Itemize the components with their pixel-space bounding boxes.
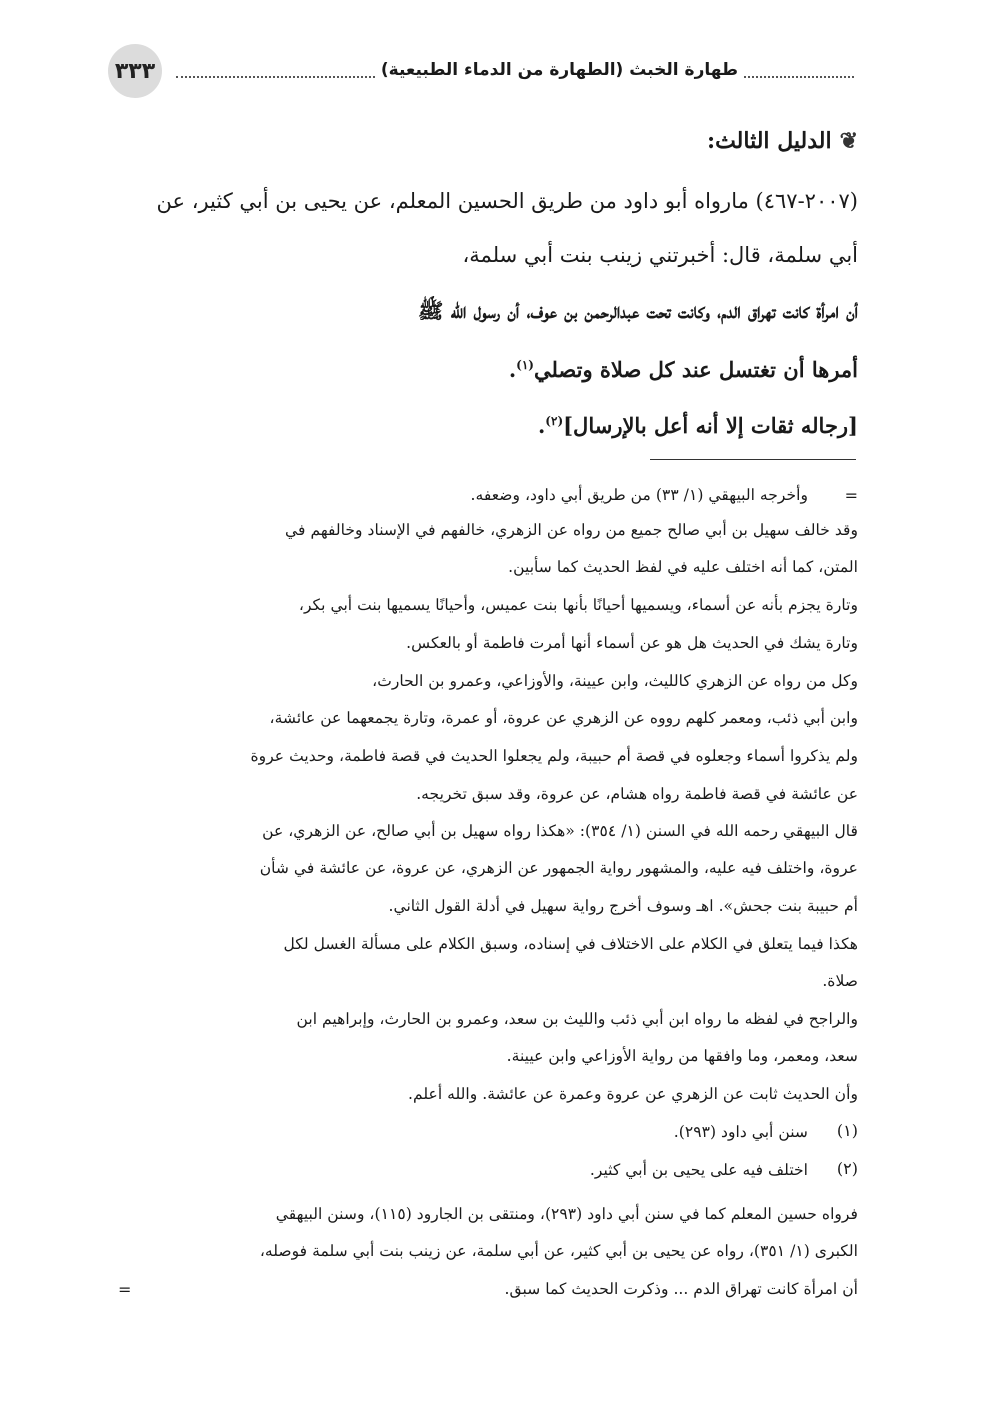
fn-line-13: هكذا فيما يتعلق في الكلام على الاختلاف في إسناده، وسبق الكلام على مسألة الغسل لكل [283,935,858,953]
section-heading [707,128,858,154]
fn-line-6: وكل من رواه عن الزهري كالليث، وابن عيينة، والأوزاعي، وعمرو بن الحارث، [372,672,858,690]
continuation-mark-top: = [844,486,858,505]
hadith-chain-line-2: أبي سلمة، قال: أخبرتني زينب بنت أبي سلمة، [462,243,858,267]
footnote-ref-2[interactable]: (٢) [545,414,564,428]
fn-line-9: عن عائشة في قصة فاطمة رواه هشام، عن عروة، وقد سبق تخريجه. [416,785,858,803]
footnote-2-number: (٢) [836,1159,858,1178]
heading-text: الدليل الثالث: [706,128,832,154]
fn-line-7: وابن أبي ذئب، ومعمر كلهم رووه عن الزهري عن عروة، أو عمرة، وتارة يجمعهما عن عائشة، [269,709,858,727]
fn-line-12: أم حبيبة بنت جحش». اهـ وسوف أخرج رواية سهيل في أدلة القول الثاني. [388,897,858,915]
running-head [176,55,854,85]
leaf-ornament-icon: ❦ [839,128,858,154]
dotted-leader-left [176,62,375,78]
fn-line-14: صلاة. [822,972,858,990]
fn-line-5: وتارة يشك في الحديث هل هو عن أسماء أنها أمرت فاطمة أو بالعكس. [406,634,858,652]
period: . [508,357,517,382]
footnote-ref-1[interactable]: (١) [516,358,534,372]
hadith-chain-line-1: (٢٠٠٧-٤٦٧) مارواه أبو داود من طريق الحسين المعلم، عن يحيى بن أبي كثير، عن [156,189,858,213]
fn-line-16: سعد، ومعمر، وما وافقها من رواية الأوزاعي وابن عيينة. [506,1047,858,1065]
fn-line-4: وتارة يجزم بأنه عن أسماء، ويسميها أحيانًا بأنها بنت عميس، وأحيانًا يسميها بنت أبي بكر، [298,596,858,614]
fn-line-3: المتن، كما أنه اختلف عليه في لفظ الحديث كما سأبين. [508,558,858,576]
fn-line-8: ولم يذكروا أسماء وجعلوه في قصة أم حبيبة، ولم يجعلوا الحديث في قصة فاطمة، وحديث عروة [250,747,858,765]
hadith-text-2: أمرها أن تغتسل عند كل صلاة وتصلي [533,357,858,382]
fn-line-11: عروة، واختلف فيه عليه، والمشهور رواية الجمهور عن الزهري، عن عروة، عن عائشة في شأن [259,859,858,877]
grading-line [116,406,858,441]
footnote-1-text: سنن أبي داود (٢٩٣). [673,1123,808,1141]
continuation-mark-bottom: = [118,1280,132,1299]
footnote-separator [650,459,856,460]
fn-line-17: وأن الحديث ثابت عن الزهري عن عروة وعمرة عن عائشة. والله أعلم. [408,1085,858,1103]
fn-line-2: وقد خالف سهيل بن أبي صالح جميع من رواه عن الزهري، خالفهم في الإسناد وخالفهم في [285,521,858,539]
page-number: ٣٣٣ [114,58,156,84]
grading-text: [رجاله ثقات إلا أنه أعل بالإرسال] [563,413,858,438]
page-number-badge [108,44,162,98]
fn-line-10: قال البيهقي رحمه الله في السنن (١/ ٣٥٤): «هكذا رواه سهيل بن أبي صالح، عن الزهري، عن [262,822,858,840]
hadith-text-line-2 [116,350,858,385]
fn-line-15: والراجح في لفظه ما رواه ابن أبي ذئب والليث بن سعد، وعمرو بن الحارث، وإبراهيم ابن [296,1010,858,1028]
fn-tail-line-2: الكبرى (١/ ٣٥١)، رواه عن يحيى بن أبي كثير، عن أبي سلمة، عن زينب بنت أبي سلمة فوصله، [259,1242,858,1260]
dotted-leader-right [744,62,854,78]
fn-tail-line-3: أن امرأة كانت تهراق الدم ... وذكرت الحديث كما سبق. [504,1280,858,1298]
footnote-2-text: اختلف فيه على يحيى بن أبي كثير. [589,1161,808,1179]
running-title: طهارة الخبث (الطهارة من الدماء الطبيعية) [380,60,738,80]
footnote-1-number: (١) [836,1121,858,1140]
fn-line-1: وأخرجه البيهقي (١/ ٣٣) من طريق أبي داود، وضعفه. [470,486,808,504]
period-2: . [537,413,546,438]
hadith-text-line-1: أن امرأة كانت تهراق الدم، وكانت تحت عبدالرحمن بن عوف، أن رسول الله ﷺ [417,298,858,323]
fn-tail-line-1: فرواه حسين المعلم كما في سنن أبي داود (٢٩٣)، ومنتقى بن الجارود (١١٥)، وسنن البيهقي [275,1205,858,1223]
